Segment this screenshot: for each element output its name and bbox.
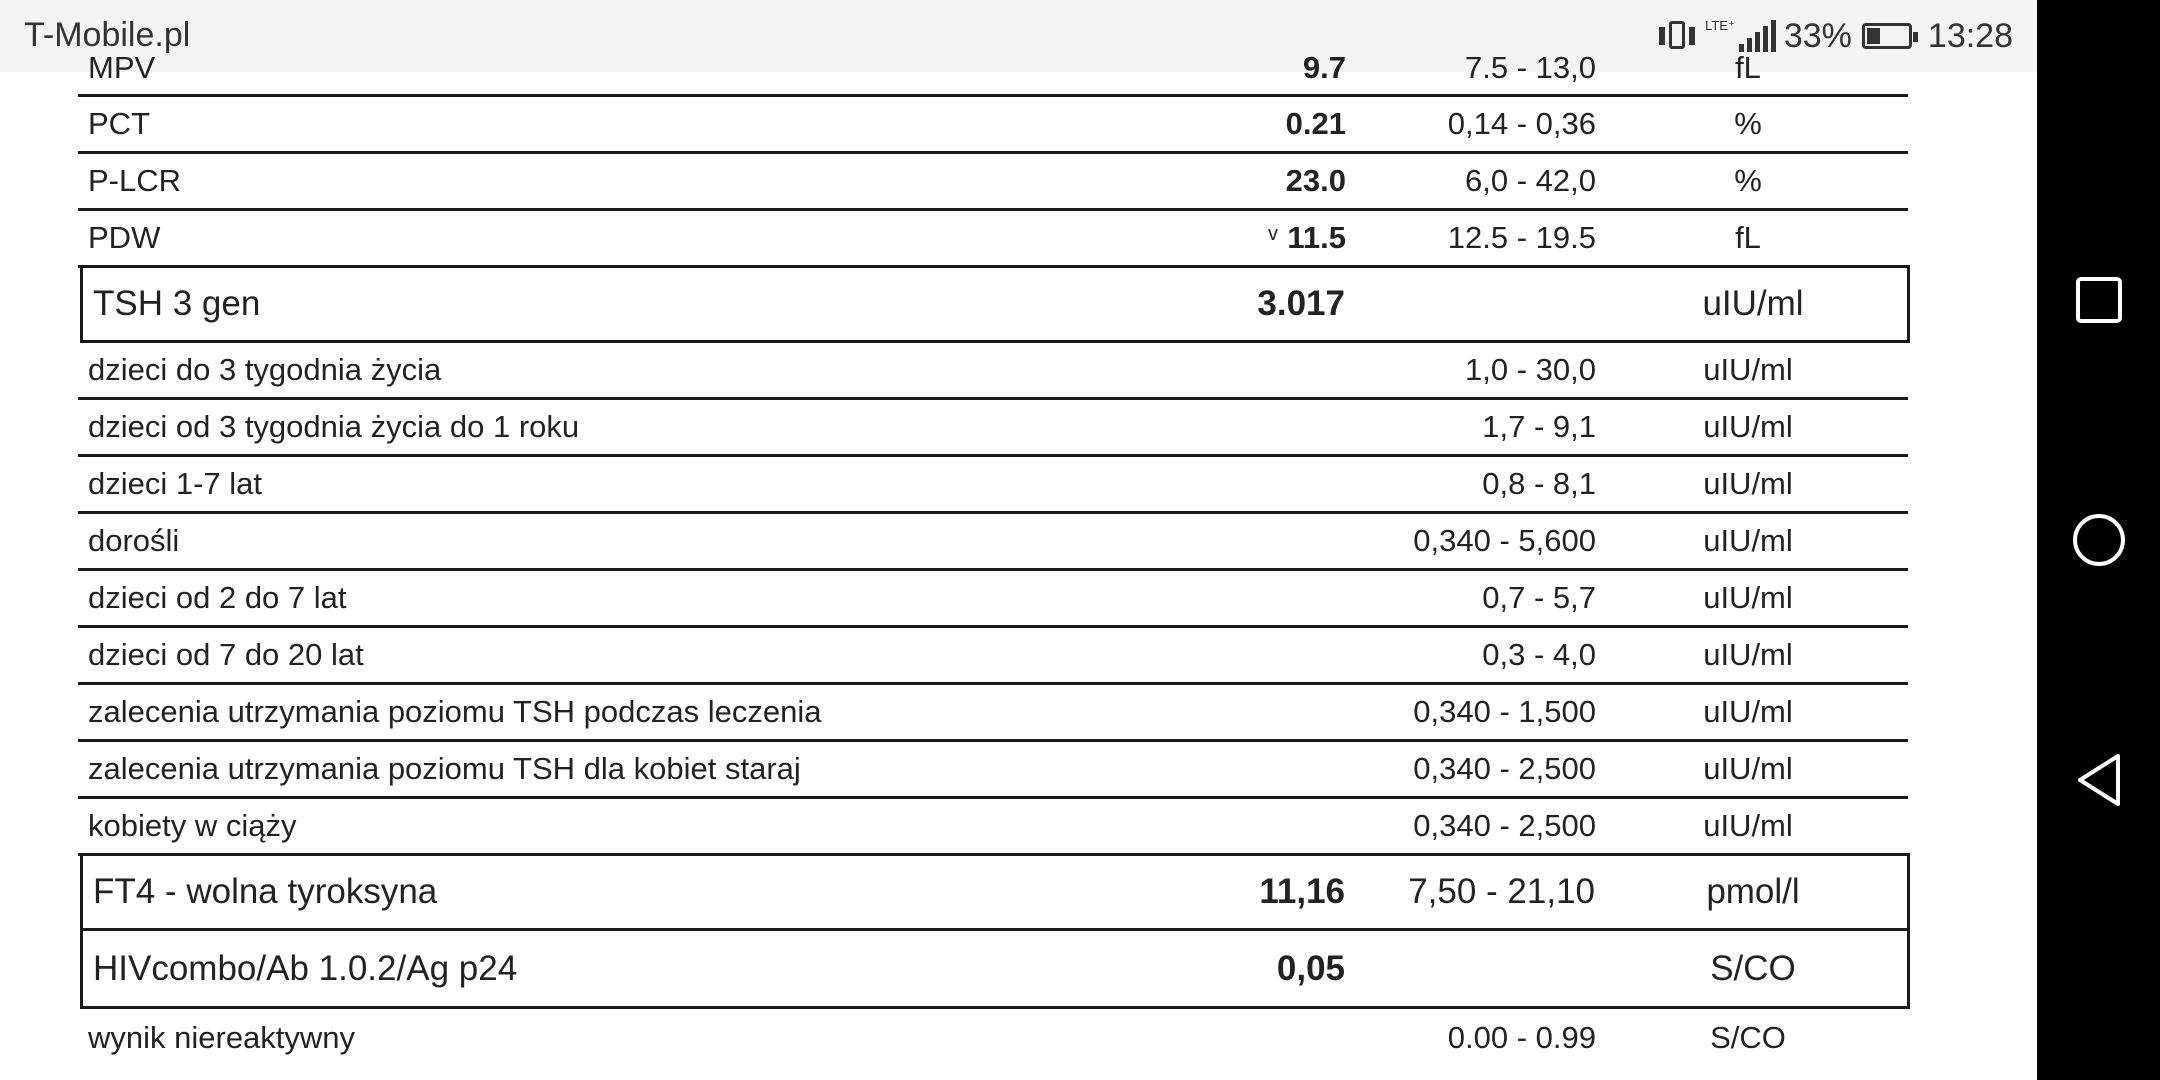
result-unit: uIU/ml bbox=[1703, 409, 1793, 444]
result-name: PDW bbox=[88, 220, 161, 255]
result-name: dorośli bbox=[88, 523, 180, 558]
table-row bbox=[78, 514, 1908, 571]
result-name: P-LCR bbox=[88, 163, 182, 198]
result-name: wynik niereaktywny bbox=[88, 1019, 356, 1055]
result-unit: uIU/ml bbox=[1703, 466, 1793, 501]
reference-range: 7.5 - 13,0 bbox=[1465, 50, 1596, 85]
table-row bbox=[78, 799, 1908, 856]
result-unit: uIU/ml bbox=[1703, 352, 1793, 387]
reference-range: 1,0 - 30,0 bbox=[1465, 352, 1596, 387]
battery-percent: 33% bbox=[1783, 16, 1852, 55]
result-name: TSH 3 gen bbox=[93, 284, 261, 323]
table-row bbox=[78, 154, 1908, 211]
result-value: 11,16 bbox=[1259, 872, 1345, 911]
result-unit: uIU/ml bbox=[1703, 751, 1793, 786]
result-name: zalecenia utrzymania poziomu TSH podczas leczenia bbox=[88, 694, 822, 729]
result-flag: v bbox=[1268, 223, 1278, 245]
result-unit: % bbox=[1734, 106, 1762, 141]
home-circle-icon[interactable] bbox=[2037, 500, 2160, 580]
network-type: LTE⁺ bbox=[1705, 18, 1735, 33]
table-row bbox=[78, 211, 1908, 268]
result-name: MPV bbox=[88, 50, 156, 85]
reference-range: 7,50 - 21,10 bbox=[1408, 872, 1595, 911]
results-table bbox=[78, 50, 1908, 1066]
result-unit: uIU/ml bbox=[1703, 580, 1793, 615]
table-row bbox=[78, 42, 1908, 97]
result-value: 23.0 bbox=[1285, 163, 1346, 198]
result-name: kobiety w ciąży bbox=[88, 808, 297, 843]
reference-range: 0,14 - 0,36 bbox=[1447, 106, 1596, 141]
result-name: PCT bbox=[88, 106, 150, 141]
recents-square-icon[interactable] bbox=[2037, 260, 2160, 340]
table-row bbox=[78, 1009, 1908, 1066]
result-value: 0,05 bbox=[1276, 948, 1345, 988]
reference-range: 1,7 - 9,1 bbox=[1482, 409, 1596, 444]
result-value: 3.017 bbox=[1257, 284, 1345, 323]
test-header-row bbox=[80, 265, 1910, 343]
reference-range: 0,8 - 8,1 bbox=[1482, 466, 1596, 501]
result-name: HIVcombo/Ab 1.0.2/Ag p24 bbox=[93, 948, 518, 988]
reference-range: 0,340 - 2,500 bbox=[1413, 751, 1596, 786]
result-unit: % bbox=[1734, 163, 1762, 198]
test-header-row bbox=[80, 853, 1910, 931]
reference-range: 0.00 - 0.99 bbox=[1447, 1019, 1596, 1055]
table-row bbox=[78, 571, 1908, 628]
table-row bbox=[78, 628, 1908, 685]
result-unit: fL bbox=[1735, 220, 1761, 255]
reference-range: 0,340 - 1,500 bbox=[1413, 694, 1596, 729]
reference-range: 6,0 - 42,0 bbox=[1465, 163, 1596, 198]
result-unit: S/CO bbox=[1710, 1019, 1786, 1055]
navigation-bar bbox=[2037, 0, 2160, 1080]
table-row bbox=[78, 742, 1908, 799]
result-unit: uIU/ml bbox=[1703, 808, 1793, 843]
result-value: 0.21 bbox=[1285, 106, 1346, 141]
result-value: 11.5 bbox=[1287, 220, 1346, 255]
reference-range: 12.5 - 19.5 bbox=[1447, 220, 1596, 255]
result-name: zalecenia utrzymania poziomu TSH dla kobiet staraj bbox=[88, 751, 801, 786]
result-name: dzieci od 3 tygodnia życia do 1 roku bbox=[88, 409, 580, 444]
carrier-label: T-Mobile.pl bbox=[24, 16, 191, 54]
result-unit: S/CO bbox=[1710, 948, 1796, 988]
reference-range: 0,340 - 2,500 bbox=[1413, 808, 1596, 843]
table-row bbox=[78, 97, 1908, 154]
result-unit: uIU/ml bbox=[1702, 284, 1804, 323]
table-row bbox=[78, 400, 1908, 457]
result-value: 9.7 bbox=[1302, 50, 1346, 85]
result-name: dzieci 1-7 lat bbox=[88, 466, 263, 501]
reference-range: 0,340 - 5,600 bbox=[1413, 523, 1596, 558]
table-row bbox=[78, 685, 1908, 742]
back-triangle-icon[interactable] bbox=[2037, 740, 2160, 820]
table-row bbox=[78, 457, 1908, 514]
table-row bbox=[78, 343, 1908, 400]
result-unit: uIU/ml bbox=[1703, 637, 1793, 672]
test-header-row bbox=[80, 931, 1910, 1009]
result-name: FT4 - wolna tyroksyna bbox=[93, 872, 438, 911]
result-unit: pmol/l bbox=[1706, 872, 1800, 911]
result-name: dzieci od 2 do 7 lat bbox=[88, 580, 347, 615]
result-unit: fL bbox=[1735, 50, 1761, 85]
reference-range: 0,7 - 5,7 bbox=[1482, 580, 1596, 615]
result-name: dzieci do 3 tygodnia życia bbox=[88, 352, 442, 387]
result-unit: uIU/ml bbox=[1703, 523, 1793, 558]
result-unit: uIU/ml bbox=[1703, 694, 1793, 729]
result-name: dzieci od 7 do 20 lat bbox=[88, 637, 364, 672]
reference-range: 0,3 - 4,0 bbox=[1482, 637, 1596, 672]
clock: 13:28 bbox=[1927, 16, 2013, 55]
